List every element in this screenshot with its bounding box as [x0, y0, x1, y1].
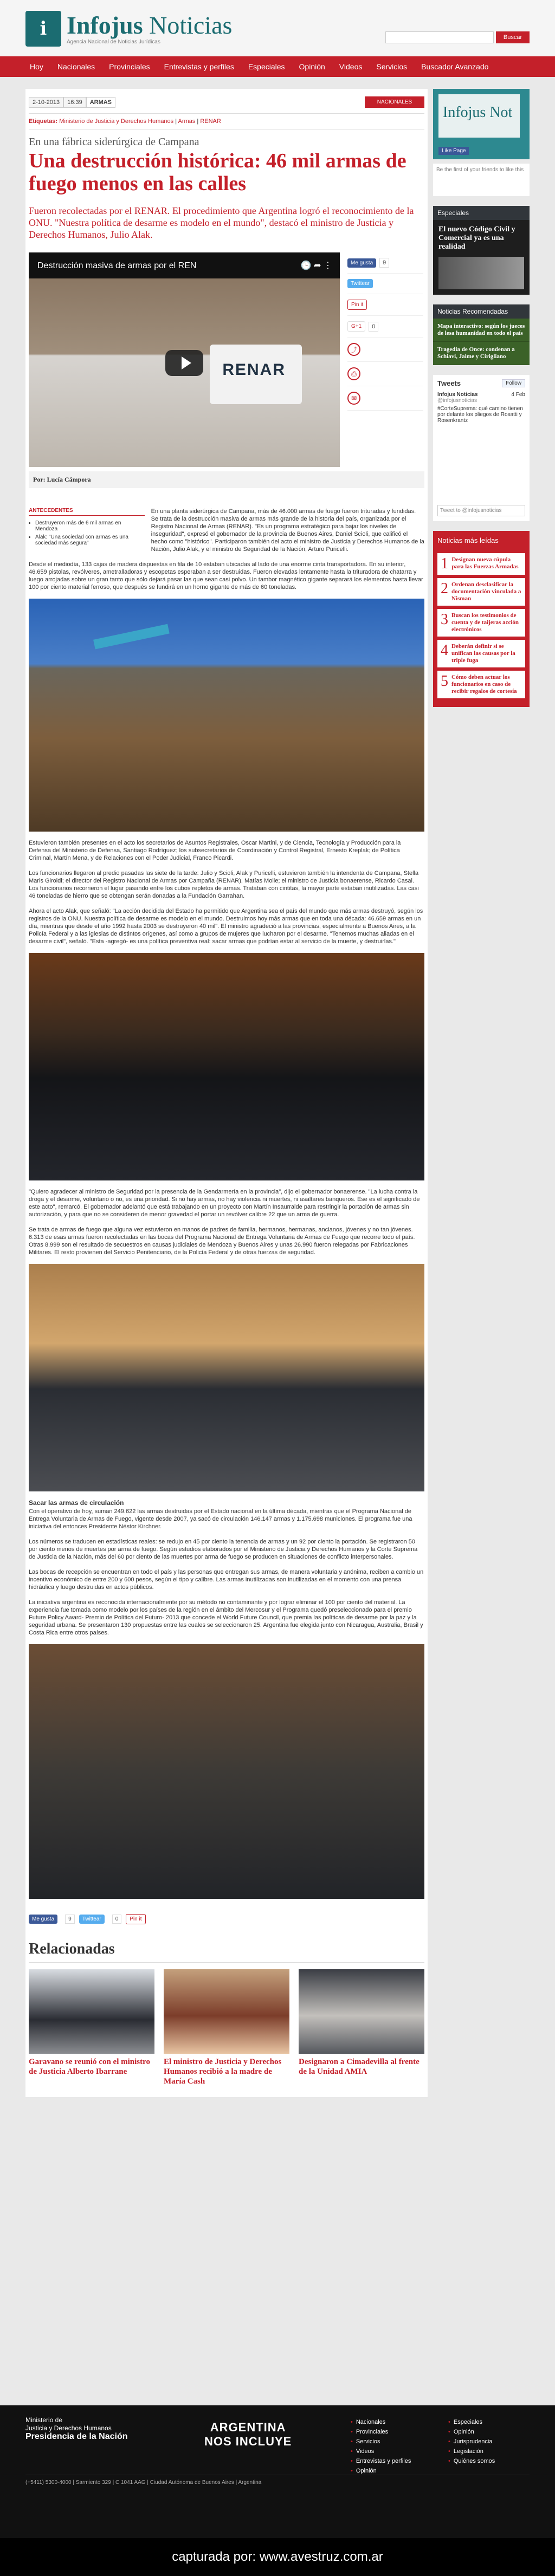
main-nav: [0, 56, 555, 77]
article-headline: Una destrucción histórica: 46 mil armas de fuego menos en las calles: [29, 150, 406, 195]
tweet-text: #CorteSuprema: qué camino tienen por delante los pliegos de Rosatti y Rosenkrantz: [437, 406, 523, 424]
gplus-count: 0: [369, 322, 378, 332]
footer-link[interactable]: • Provinciales: [351, 2427, 411, 2437]
article-meta: [29, 96, 424, 114]
video-share-icon[interactable]: 🕒 ➦ ⋮: [300, 261, 332, 270]
logo-icon: ℹ: [25, 11, 61, 47]
footer-link[interactable]: • Jurisprudencia: [448, 2437, 495, 2447]
footer-link[interactable]: • Videos: [351, 2447, 411, 2456]
tweet-input[interactable]: Tweet to @infojusnoticias: [437, 505, 525, 516]
argentina-logo: [204, 2421, 292, 2449]
related-title[interactable]: El ministro de Justicia y Derechos Humanos recibió a la madre de María Cash: [164, 2058, 282, 2086]
article-paragraph: Los funcionarios llegaron al predio pasadas las siete de la tarde: Julio y Scioli, Alak y Puricelli, estuvieron también la intendenta de Campana, Stella Maris Giroldi; el director del Registro Nacional de Armas por Campaña (RENAR), Matías Molle; el ministro de Justicia bonaerense, Ricardo Casal. Los funcionarios recorrieron el lugar pasando entre los cubos repletos de armas. Trataban con cintitas, la mayor parte estaban inutilizadas. Las casi 46 toneladas de hierro que se obtengan serán donadas a la Fundación Garrahan.: [29, 870, 419, 899]
most-read-title[interactable]: Buscan los testimonios de cuenta y de taijeras acción electrónicos: [451, 612, 519, 633]
facebook-count: 9: [65, 1915, 75, 1924]
antecedentes-box: [29, 508, 145, 553]
print-icon[interactable]: ⎙: [347, 367, 360, 380]
especial-image[interactable]: [438, 257, 524, 289]
facebook-like-button[interactable]: Me gusta: [347, 258, 376, 268]
rank-number: 2: [441, 580, 448, 597]
related-item[interactable]: [164, 1969, 289, 2086]
most-read-title[interactable]: Ordenan desclasificar la documentación vinculada a Nisman: [451, 581, 521, 602]
tweet-handle[interactable]: @infojusnoticias: [437, 398, 477, 404]
tag-link[interactable]: Armas: [178, 118, 196, 125]
site-logo[interactable]: [25, 11, 232, 47]
recomendada-link[interactable]: Tragedia de Once: condenan a Schiavi, Jaime y Cirigliano: [433, 342, 530, 365]
search-box: [385, 31, 530, 43]
footer-link[interactable]: • Quiénes somos: [448, 2456, 495, 2466]
recomendada-link[interactable]: Mapa interactivo: según los jueces de lesa humanidad en todo el país: [433, 319, 530, 342]
article-paragraph: Desde el mediodía, 133 cajas de madera dispuestas en fila de 10 estaban ubicadas al lado de una enorme cinta transportadora. En su interior, 46.659 pistolas, revólveres, ametralladoras y escopetas esperaban a ser destruidas. Fueron elevadas lentamente hasta la trituradora de chatarra y luego arrojadas sobre un gran tanto que sólo dejará pasar las que sean casi polvo. Un tambor magnético gigante separará los elementos hasta llevar 100 por ciento material ferroso, que después se fundirá en un horno gigante de más de 60 toneladas.: [29, 561, 423, 591]
most-read-item[interactable]: [437, 553, 525, 575]
article: [25, 89, 428, 2097]
facebook-friends-text: Be the first of your friends to like this: [433, 164, 530, 196]
argentina-line1: ARGENTINA: [210, 2421, 286, 2434]
gplus-button[interactable]: G+1: [347, 321, 365, 332]
nav-item-especiales[interactable]: Especiales: [248, 62, 285, 71]
nav-item-entrevistas[interactable]: Entrevistas y perfiles: [164, 62, 234, 71]
footer-address: (+5411) 5300-4000 | Sarmiento 329 | C 1041 AAG | Ciudad Autónoma de Buenos Aires | Argentina: [25, 2475, 530, 2486]
nav-item-nacionales[interactable]: Nacionales: [57, 62, 95, 71]
search-input[interactable]: [385, 31, 494, 43]
most-read-title[interactable]: Cómo deben actuar los funcionarios en caso de recibir regalos de cortesía: [451, 674, 517, 695]
logo-name-part2: Noticias: [149, 11, 233, 39]
ad-logo: Infojus Not: [438, 94, 520, 138]
related-image[interactable]: [29, 1969, 154, 2054]
tweet-author[interactable]: Infojus Noticias: [437, 392, 478, 398]
antecedente-link[interactable]: • Destruyeron más de 6 mil armas en Mendoza: [35, 520, 145, 532]
gov-line2: Justicia y Derechos Humanos: [25, 2424, 112, 2432]
article-paragraph: "Quiero agradecer al ministro de Seguridad por la presencia de la Gendarmería en la provincia", dijo el gobernador bonaerense. "La lucha contra la droga y el desarme, voluntario o no, es una prioridad. Si no hay armas, no hay violencia ni muertes, ni asaltares banqueros. Ese es el significado de este acto", remarcó. El gobernador adelantó que está trabajando en un proyecto con Martín Insaurralde para restringir la portación de armas sin autorización, y para que no se consideren de menor gravedad el portar un revólver calibre 22 que un arma de guerra.: [29, 1189, 420, 1218]
scrap-yard-photo: [29, 599, 424, 832]
article-paragraph: Con el operativo de hoy, suman 249.622 las armas destruidas por el Estado nacional en la última década, mientras que el Programa Nacional de Entrega Voluntaria de Armas de Fuego, vigente desde 2007, ya sacó de circulación 146.147 armas y 1.175.698 municiones. El programa fue una iniciativa del entonces Presidente Néstor Kirchner.: [29, 1508, 412, 1530]
content-layout: [25, 89, 530, 2097]
rank-number: 3: [441, 611, 448, 628]
search-button[interactable]: Buscar: [496, 31, 530, 43]
article-author: Por: Lucía Cámpora: [29, 471, 424, 488]
article-subhead: Sacar las armas de circulación: [29, 1499, 124, 1507]
footer-link[interactable]: • Entrevistas y perfiles: [351, 2456, 411, 2466]
nav-item-videos[interactable]: Videos: [339, 62, 363, 71]
guns-pile-photo: [29, 1644, 424, 1899]
footer-links-2: [448, 2417, 495, 2466]
logo-tagline: Agencia Nacional de Noticias Jurídicas: [67, 38, 160, 45]
most-read-item[interactable]: [437, 640, 525, 667]
related-item[interactable]: [29, 1969, 154, 2086]
related-heading: Relacionadas: [29, 1941, 424, 1963]
nav-item-buscador[interactable]: Buscador Avanzado: [421, 62, 489, 71]
most-read-item[interactable]: [437, 578, 525, 606]
logo-name-part1: Infojus: [67, 11, 143, 39]
article-paragraph: La iniciativa argentina es reconocida internacionalmente por su método no contaminante y por lograr eliminar el 100 por ciento del material. La experiencia fue tomada como modelo por los países de la región en el ámbito del Mercosur y el Programa quedó preseleccionado para el premio Future Policy Award- Premio de Política del Futuro- 2013 que concede el World Future Council, que premia las políticas de desarme por la paz y la seguridad urbana. Se presentaron 130 propuestas entre las cuales se seleccionaron 25. Argentina fue elegida junto con Nicaragua, Australia, Brasil y Costa Rica entre otros países.: [29, 1599, 423, 1636]
article-intro: En una planta siderúrgica de Campana, más de 46.000 armas de fuego fueron trituradas y fundidas. Se trata de la destrucción masiva de armas más grande de la historia del país, organizada por el Registro Nacional de Armas (RENAR). "Es un programa estratégico para bajar los niveles de inseguridad", expresó el gobernador de la provincia de Buenos Aires, Daniel Scioli, que calificó el hecho como "histórico". Participaron también del acto el ministro de Justicia y Derechos Humanos de la Nación, Julio Alak, y el ministro de Seguridad de la Nación, Arturo Puricelli.: [151, 508, 424, 553]
share-icon[interactable]: ⤴: [347, 343, 360, 356]
article-kicker: En una fábrica siderúrgica de Campana: [29, 136, 199, 148]
section-badge[interactable]: NACIONALES: [365, 96, 424, 108]
tweet-button[interactable]: Twittear: [347, 279, 373, 288]
footer-link[interactable]: • Opinión: [448, 2427, 495, 2437]
video-sign-text: RENAR: [222, 361, 286, 379]
pinterest-button[interactable]: Pin it: [347, 300, 367, 310]
rank-number: 1: [441, 555, 448, 572]
facebook-count: 9: [379, 258, 389, 268]
email-icon[interactable]: ✉: [347, 392, 360, 405]
recomendadas-heading: Noticias Recomendadas: [433, 304, 530, 319]
footer-link[interactable]: • Servicios: [351, 2437, 411, 2447]
footer-link[interactable]: • Especiales: [448, 2417, 495, 2427]
twitter-widget: [433, 375, 530, 521]
most-read-title[interactable]: Deberán definir si se unifican las causas por la triple fuga: [451, 643, 515, 664]
sidebar: [433, 89, 530, 2097]
rank-number: 4: [441, 642, 448, 659]
crane-shape: [93, 624, 181, 703]
gov-line1: Ministerio de: [25, 2416, 63, 2424]
most-read-title[interactable]: Designan nueva cúpula para las Fuerzas Armadas: [451, 556, 519, 570]
antecedente-link[interactable]: • Alak: "Una sociedad con armas es una sociedad más segura": [35, 534, 145, 546]
related-image[interactable]: [299, 1969, 424, 2054]
tags-label: Etiquetas:: [29, 118, 58, 125]
nav-item-opinion[interactable]: Opinión: [299, 62, 325, 71]
footer-link[interactable]: • Legislación: [448, 2447, 495, 2456]
video-player[interactable]: [29, 252, 340, 467]
article-time: 16:39: [63, 97, 86, 108]
especiales-heading: Especiales: [433, 206, 530, 220]
tag-link[interactable]: RENAR: [200, 118, 221, 125]
article-tags: Etiquetas: Ministerio de Justicia y Derechos Humanos | Armas | RENAR: [29, 114, 424, 129]
argentina-line2: NOS INCLUYE: [204, 2435, 292, 2448]
related-list: [29, 1969, 424, 2086]
article-lead: Fueron recolectadas por el RENAR. El procedimiento que Argentina logró el reconocimiento de la ONU. "Nuestra política de desarme es modelo en el mundo", destacó el ministro de Justicia y Derechos Humanos, Julio Alak.: [29, 205, 414, 240]
footer-link[interactable]: • Opinión: [351, 2466, 411, 2476]
tweet-count: 0: [112, 1915, 122, 1924]
follow-button[interactable]: Follow: [502, 379, 525, 387]
article-paragraph: Estuvieron también presentes en el acto los secretarios de Asuntos Registrales, Oscar Martini, y de Ciencia, Tecnología y Producción para la Defensa del Ministerio de Defensa, Santiago Rodríguez; los subsecretarios de Coordinación y Control Registral, Ernesto Kreplak; de Política Criminal, Martín Mena, y de Relaciones con el Poder Judicial, Franco Picardi.: [29, 840, 401, 861]
tweet-button[interactable]: Twittear: [79, 1915, 105, 1924]
antecedentes-heading: ANTECEDENTES: [29, 508, 145, 516]
tweets-heading: Tweets: [437, 379, 461, 387]
site-footer: [0, 2405, 555, 2538]
article-paragraph: Se trata de armas de fuego que alguna vez estuvieron en manos de padres de familia, hermanos, hermanas, ancianos, jóvenes y no tan jóvenes. 6.313 de esas armas fueron recolectadas en las bocas del Programa Nacional de Entrega Voluntaria de Armas de Fuego que recorre todo el país. Otras 8.999 son el resultado de secuestros en causas judiciales de Mendoza y Buenos Aires y unas 26.990 fueron relegadas por Fabricaciones Militares. El resto provienen del Servicio Penitenciario, de la Policía Federal y de otras fuerzas de seguridad.: [29, 1227, 415, 1256]
nav-item-provinciales[interactable]: Provinciales: [109, 62, 150, 71]
weapons-crates-photo: [29, 1264, 424, 1491]
ministry-logo[interactable]: [25, 2416, 128, 2441]
site-header: [0, 0, 555, 56]
footer-links-1: [351, 2417, 411, 2476]
share-column: [347, 252, 423, 467]
article-date: 2-10-2013: [29, 97, 63, 108]
nav-item-hoy[interactable]: Hoy: [30, 62, 43, 71]
bottom-share-bar: [29, 1914, 424, 1924]
tag-link[interactable]: Ministerio de Justicia y Derechos Humanos: [59, 118, 174, 125]
facebook-like-button[interactable]: Me gusta: [29, 1915, 57, 1924]
play-icon[interactable]: [182, 356, 191, 369]
most-read-block: [433, 531, 530, 707]
related-image[interactable]: [164, 1969, 289, 2054]
article-section[interactable]: ARMAS: [86, 97, 115, 108]
rank-number: 5: [441, 673, 448, 690]
pinterest-button[interactable]: Pin it: [126, 1914, 145, 1924]
related-title[interactable]: Garavano se reunió con el ministro de Justicia Alberto Ibarrane: [29, 2058, 151, 2076]
article-paragraph: Los números se traducen en estadísticas reales: se redujo en 45 por ciento la tenencia de armas y un 92 por ciento la portación. Se registraron 50 por ciento menos de muertes por arma de fuego. Según estudios elaborados por el Ministerio de Justicia y Derechos Humanos y la Corte Suprema de Justicia de la Nación, más del 60 por ciento de las muertes por arma de fuego se producen en situaciones de conflicto interpersonales.: [29, 1539, 418, 1560]
video-title: Destrucción masiva de armas por el REN: [37, 261, 197, 270]
footer-link[interactable]: • Nacionales: [351, 2417, 411, 2427]
like-page-button[interactable]: Like Page: [438, 147, 469, 155]
especiales-block: [433, 206, 530, 295]
nav-item-servicios[interactable]: Servicios: [376, 62, 408, 71]
most-read-heading: Noticias más leídas: [437, 536, 499, 544]
most-read-item[interactable]: [437, 671, 525, 698]
officials-photo: [29, 953, 424, 1180]
article-paragraph: Las bocas de recepción se encuentran en todo el país y las personas que entregan sus armas, de manera voluntaria y anónima, reciben a cambio un incentivo económico de entre 200 y 600 pesos, según el tipo y calibre. Las armas inutilizadas son inutilizadas en el momento con una prensa hidráulica y luego destruidas en actos públicos.: [29, 1569, 424, 1591]
article-paragraph: Ahora el acto Alak, que señaló: "La acción decidida del Estado ha permitido que Argentina sea el país del mundo que más armas destruyó, según los registros de la ONU. Nuestra política de desarme es modelo en el mundo. Destruimos hoy más armas que en toda una década: 46.659 armas en un día, mientras que desde el año 1992 hasta 2003 se destruyeron 40 mil". El ministro agradeció a las provincias, especialmente a Buenos Aires, a la Policía Federal y a las iglesias de distintos orígenes, así como a grupos de mujeres que lucharon por el desarme. "Tenemos muchas aliadas en el desarme civil", señaló. "Esta -agregó- es una política preventiva real: sacar armas que podrían estar al servicio de la muerte, y destruirlas.": [29, 908, 423, 945]
most-read-item[interactable]: [437, 609, 525, 637]
recomendadas-block: [433, 304, 530, 365]
especial-link[interactable]: El nuevo Código Civil y Comercial ya es una realidad: [438, 225, 515, 251]
capture-credit: capturada por: www.avestruz.com.ar: [0, 2538, 555, 2576]
gov-line3: Presidencia de la Nación: [25, 2432, 128, 2441]
related-title[interactable]: Designaron a Cimadevilla al frente de la Unidad AMIA: [299, 2058, 420, 2076]
related-item[interactable]: [299, 1969, 424, 2086]
facebook-page-widget[interactable]: [433, 89, 530, 159]
tweet-date: 4 Feb: [511, 392, 525, 398]
